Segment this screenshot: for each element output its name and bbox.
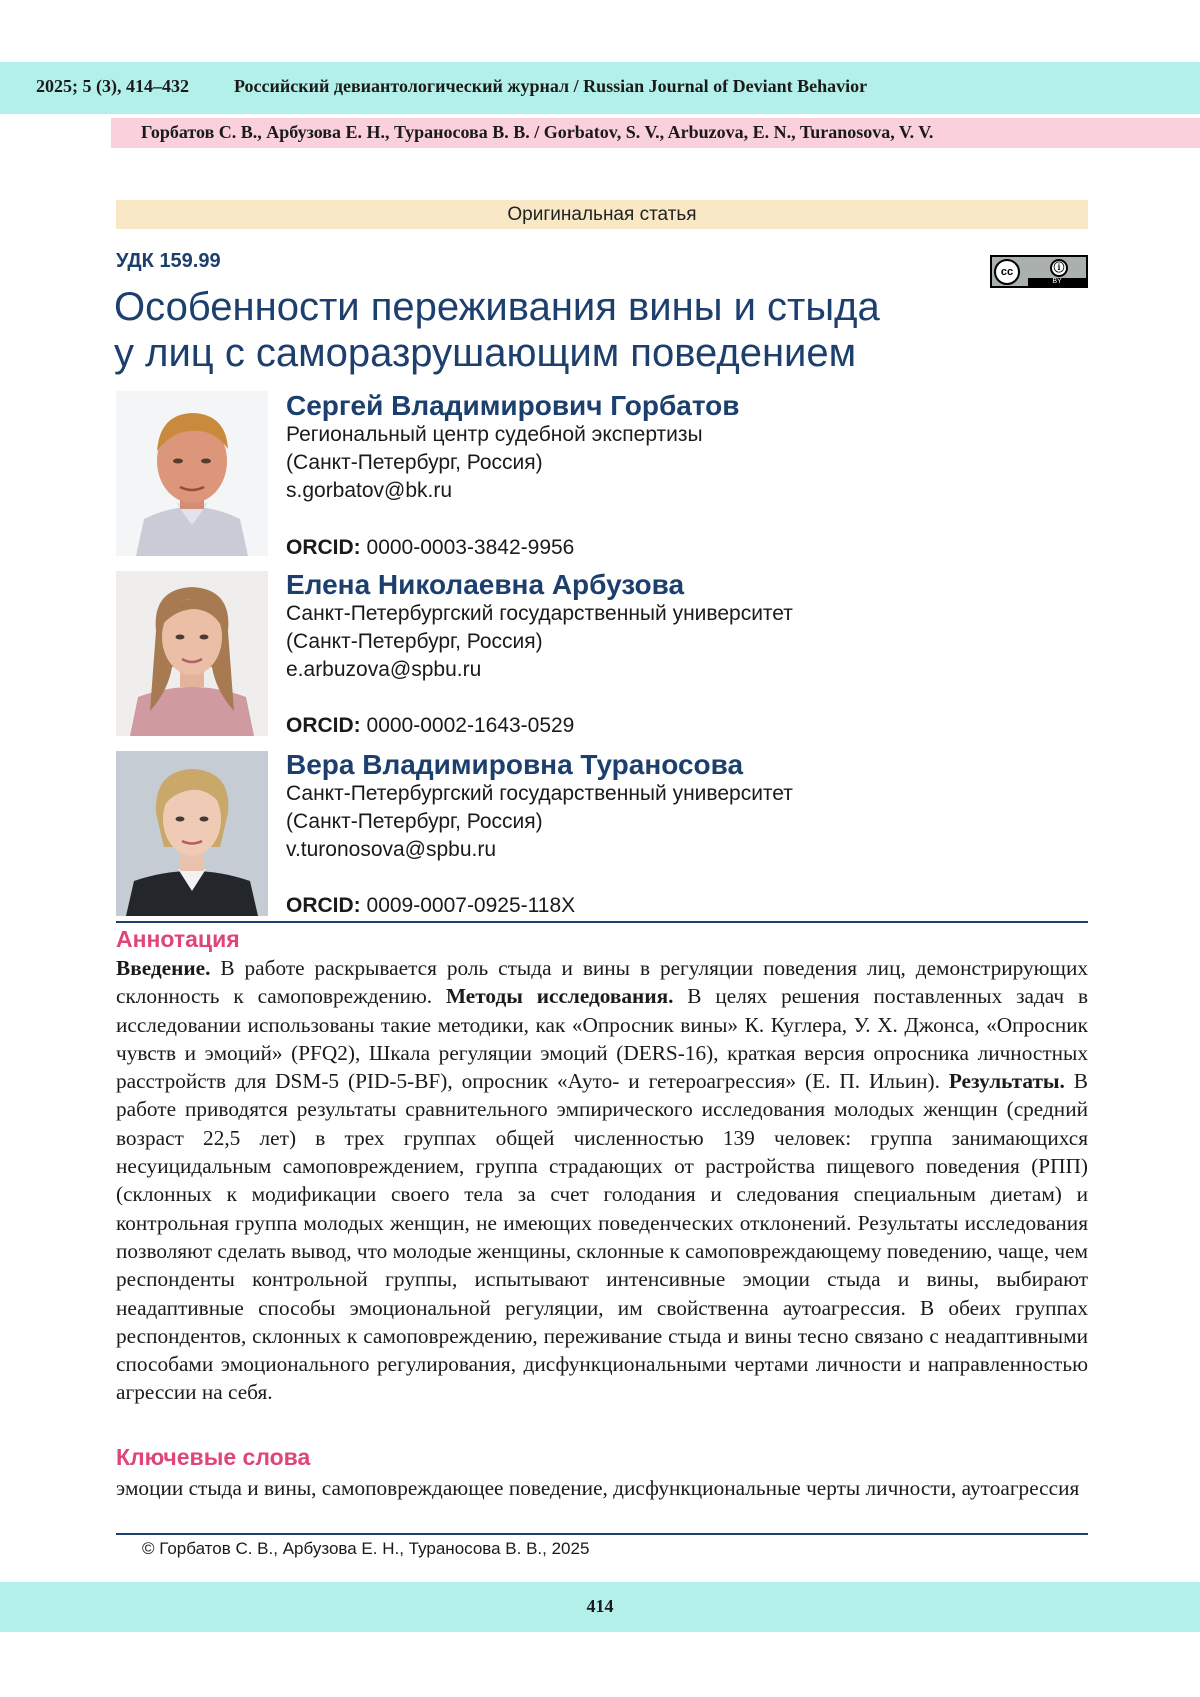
divider-top — [116, 921, 1088, 923]
author-orcid-3[interactable] — [286, 894, 575, 918]
results-text: В работе приводятся результаты сравнительного эмпирического исследования молодых женщин (средний возраст 22,5 лет) в трех группах общей численностью 139 человек: группа занимающихся несуицидальным самоповреждением, группа страдающих от растройства пищевого поведения (РПП) (склонных к модификации своего тела за счет голодания и следования специальным диетам) и контрольная группа молодых женщин, не имеющих поведенческих отклонений. Результаты исследования позволяют сделать вывод, что молодые женщины, склонные к самоповреждающему поведению, чаще, чем респонденты контрольной группы, испытывают интенсивные эмоции стыда и вины, выбирают неадаптивные способы эмоциональной регуляции, им свойственна аутоагрессия. В обеих группах респондентов, склонных к самоповреждению, переживание стыда и вины тесно связано с неадаптивными способами эмоционального регулирования, дисфункциональными чертами личности и направленностью агрессии на себя. — [116, 1069, 1088, 1405]
author-email-1[interactable]: s.gorbatov@bk.ru — [286, 479, 453, 502]
author-location-1: (Санкт-Петербург, Россия) — [286, 451, 543, 474]
article-type: Оригинальная статья — [116, 200, 1088, 229]
author-photo-gorbatov — [116, 391, 268, 556]
footer-bar — [0, 1582, 1200, 1632]
attribution-icon: ⓘ — [1050, 259, 1068, 277]
running-authors-bar — [111, 118, 1200, 148]
orcid-value-2: 0000-0002-1643-0529 — [366, 714, 575, 737]
author-location-2: (Санкт-Петербург, Россия) — [286, 630, 543, 653]
author-email-2[interactable]: e.arbuzova@spbu.ru — [286, 658, 482, 681]
orcid-label: ORCID: — [286, 714, 361, 737]
by-label: BY — [1028, 278, 1086, 286]
copyright: © Горбатов С. В., Арбузова Е. Н., Тураносова В. В., 2025 — [142, 1539, 590, 1558]
author-affiliation-1: Региональный центр судебной экспертизы — [286, 423, 703, 446]
author-location-3: (Санкт-Петербург, Россия) — [286, 810, 543, 833]
journal-header-bar — [0, 62, 1200, 114]
author-name-3: Вера Владимировна Тураносова — [286, 749, 744, 780]
author-name-2: Елена Николаевна Арбузова — [286, 569, 685, 600]
orcid-label: ORCID: — [286, 536, 361, 559]
divider-bottom — [116, 1533, 1088, 1535]
author-affiliation-3: Санкт-Петербургский государственный университет — [286, 782, 793, 805]
cc-icon: cc — [994, 259, 1020, 285]
author-orcid-2[interactable] — [286, 714, 574, 738]
author-details-3 — [286, 780, 793, 864]
abstract-heading: Аннотация — [116, 926, 240, 952]
abstract-body — [116, 954, 1088, 1407]
orcid-label: ORCID: — [286, 894, 361, 917]
keywords-text: эмоции стыда и вины, самоповреждающее поведение, дисфункциональные черты личности, аутоагрессия — [116, 1476, 1080, 1500]
running-authors: Горбатов С. В., Арбузова Е. Н., Тураносова В. В. / Gorbatov, S. V., Arbuzova, E. N., Turanosova, V. V. — [141, 122, 934, 142]
keywords-heading: Ключевые слова — [116, 1444, 311, 1470]
author-details-2 — [286, 600, 793, 684]
orcid-value-1: 0000-0003-3842-9956 — [366, 536, 575, 559]
journal-name: Российский девиантологический журнал / Russian Journal of Deviant Behavior — [234, 76, 868, 96]
results-label: Результаты. — [948, 1069, 1065, 1094]
methods-label: Методы исследования. — [445, 984, 674, 1009]
issue-info: 2025; 5 (3), 414–432 — [36, 76, 189, 96]
author-photo-turanosova — [116, 751, 268, 916]
author-affiliation-2: Санкт-Петербургский государственный университет — [286, 602, 793, 625]
udk-code: УДК 159.99 — [116, 250, 221, 272]
author-name-1: Сергей Владимирович Горбатов — [286, 390, 740, 421]
author-photo-arbuzova — [116, 571, 268, 736]
title-line-1: Особенности переживания вины и стыда — [114, 285, 880, 329]
author-details-1 — [286, 421, 703, 505]
author-orcid-1[interactable] — [286, 536, 574, 560]
author-email-3[interactable]: v.turonosova@spbu.ru — [286, 838, 497, 861]
title-line-2: у лиц с саморазрушающим поведением — [114, 331, 857, 375]
intro-label: Введение. — [116, 956, 211, 980]
article-title — [114, 284, 1014, 376]
orcid-value-3: 0009-0007-0925-118X — [366, 894, 576, 917]
methods-text: В целях решения поставленных задач в исследовании использованы такие методики, как «Опросник вины» К. Куглера, У. Х. Джонса, «Опросник чувств и эмоций» (PFQ2), Шкала регуляции эмоций (DERS-16), краткая версия опросника личностных расстройств для DSM-5 (PID-5-BF), опросник «Ауто- и гетероагрессия» (Е. П. Ильин). — [116, 984, 1088, 1094]
page-number: 414 — [586, 1596, 614, 1616]
intro-text: В работе раскрывается роль стыда и вины в регуляции поведения лиц, демонстрирующих склонность к самоповреждению. — [116, 956, 1088, 1009]
